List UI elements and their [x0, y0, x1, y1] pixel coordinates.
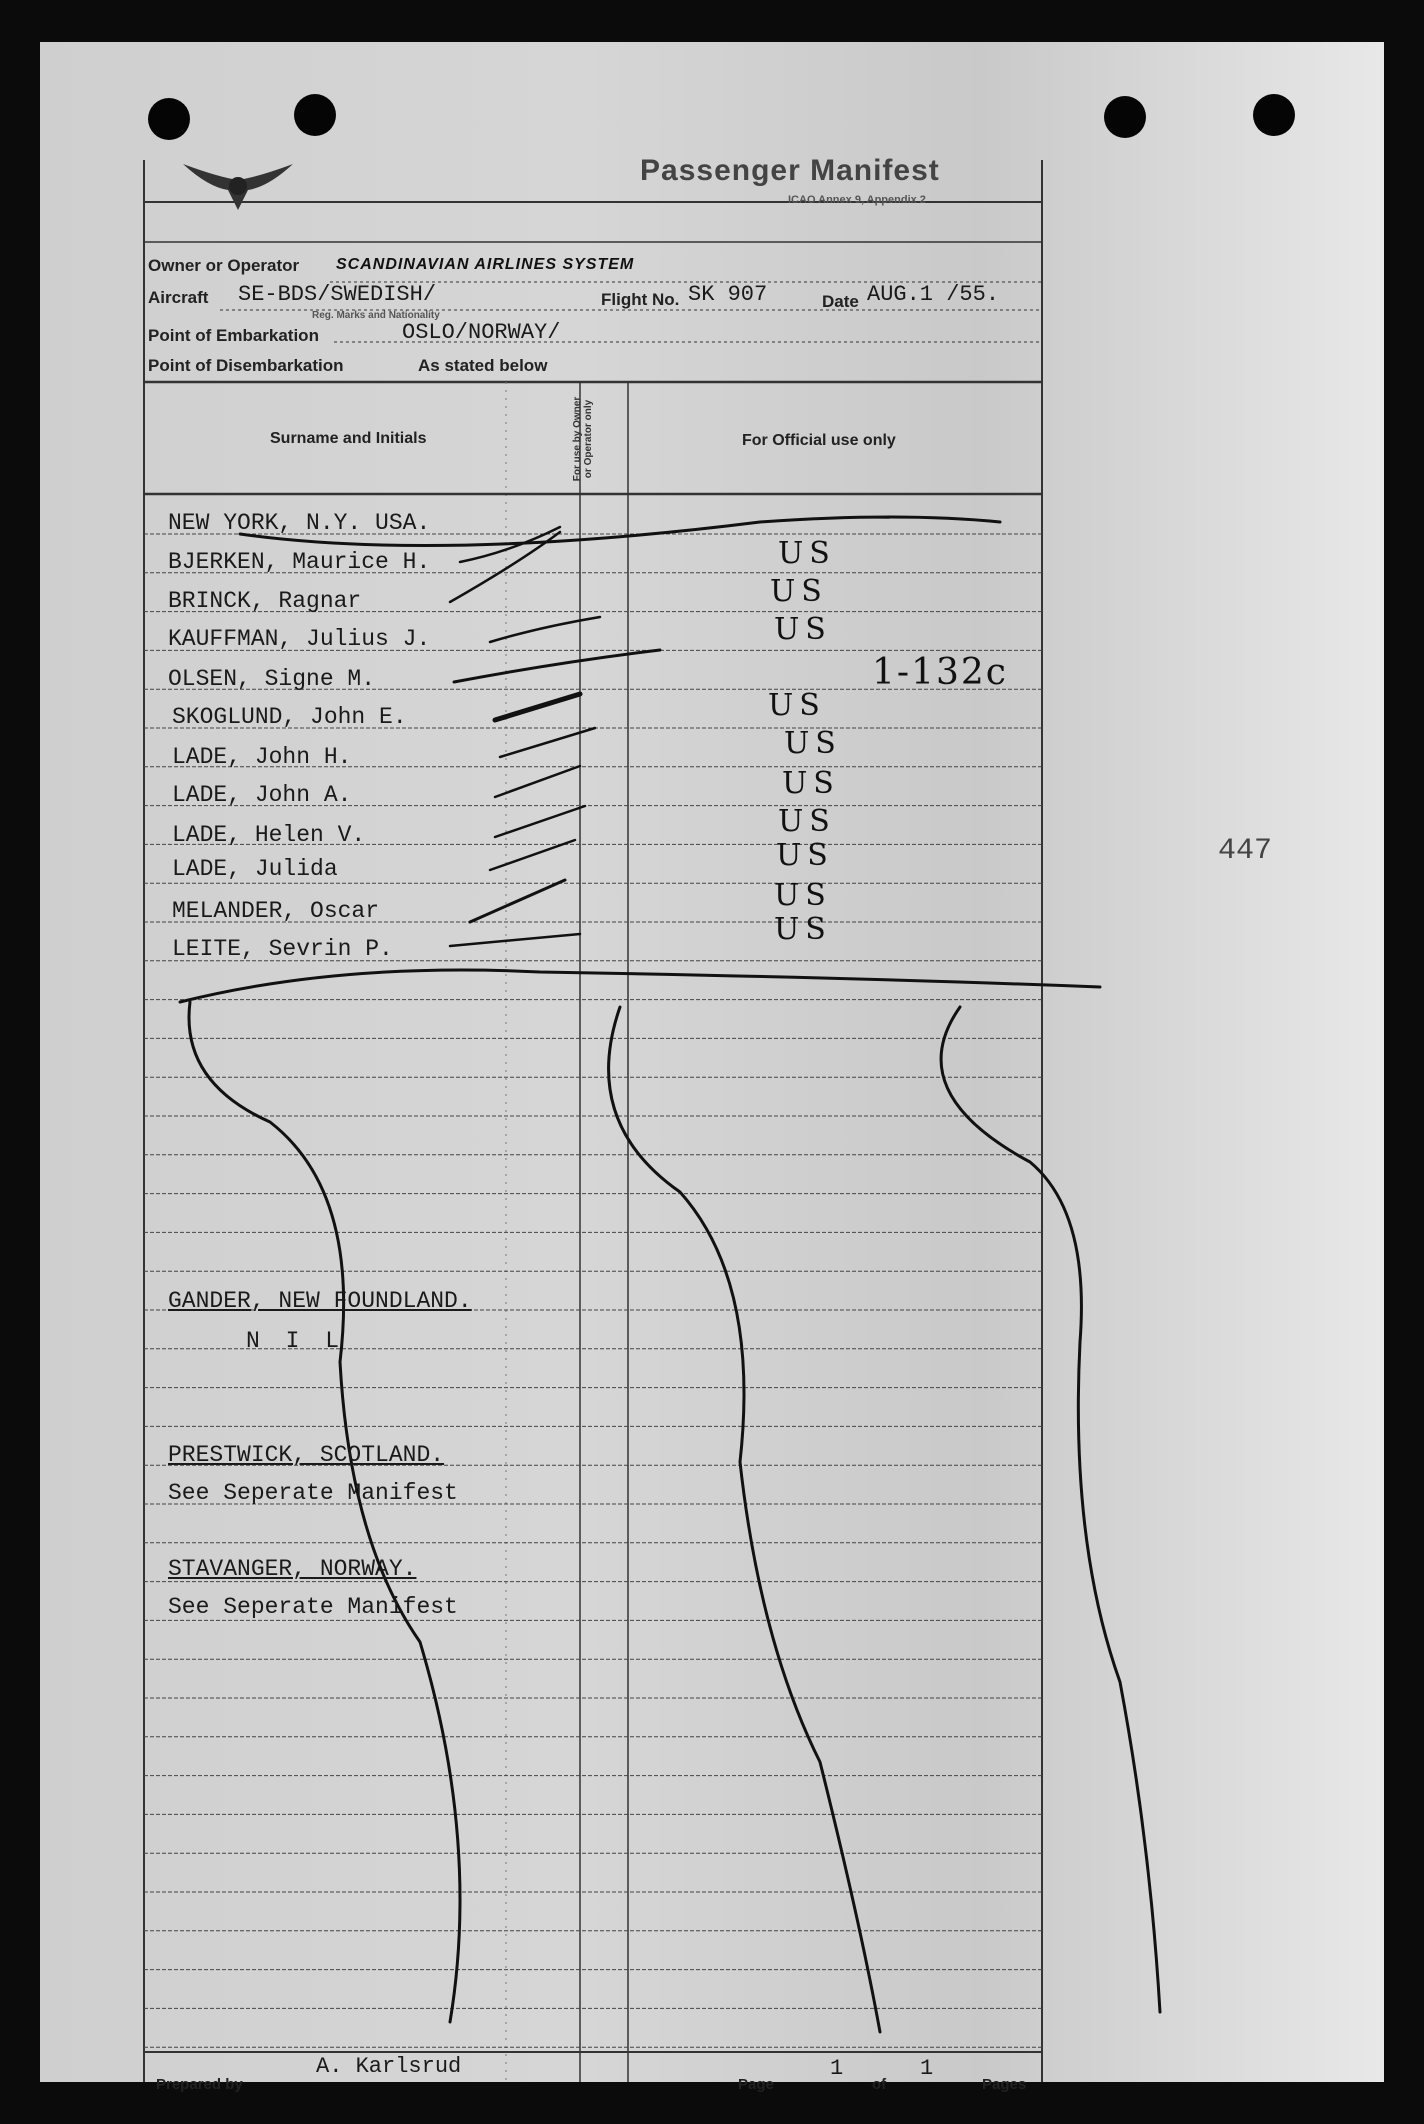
manifest-sheet — [40, 42, 1384, 2093]
row-name: SKOGLUND, John E. — [172, 704, 407, 730]
side-number: 447 — [1218, 834, 1273, 868]
disembark-value: As stated below — [418, 356, 548, 375]
row-name: KAUFFMAN, Julius J. — [168, 626, 431, 652]
closing-line — [180, 970, 1100, 1002]
official-mark: US — [774, 878, 832, 913]
lines-layer — [40, 42, 1384, 2082]
col-owner-header: For use by Owner or Operator only — [572, 396, 594, 482]
row-name: LADE, John H. — [172, 744, 352, 770]
squiggle-line — [609, 1007, 880, 2032]
row-name: LADE, John A. — [172, 782, 352, 808]
stop-title: GANDER, NEW FOUNDLAND. — [168, 1288, 472, 1314]
row-name: BJERKEN, Maurice H. — [168, 549, 431, 575]
page-label: Page — [738, 2076, 774, 2093]
disembark-label: Point of Disembarkation — [148, 356, 344, 375]
check-mark — [470, 880, 565, 922]
prepared-value: A. Karlsrud — [316, 2054, 462, 2079]
check-mark — [454, 650, 660, 682]
col-official-header: For Official use only — [742, 432, 896, 449]
official-mark: US — [782, 766, 840, 801]
aircraft-value: SE-BDS/SWEDISH/ — [238, 282, 437, 307]
check-mark — [490, 840, 575, 870]
squiggle-line — [941, 1007, 1160, 2012]
check-mark — [495, 806, 585, 837]
official-mark: US — [778, 804, 836, 839]
official-mark: US — [768, 688, 826, 723]
flight-value: SK 907 — [688, 282, 768, 307]
row-name: LADE, Helen V. — [172, 822, 366, 848]
stop-title: PRESTWICK, SCOTLAND. — [168, 1442, 445, 1468]
row-name: LEITE, Sevrin P. — [172, 936, 393, 962]
owner-value: SCANDINAVIAN AIRLINES SYSTEM — [336, 256, 635, 273]
aircraft-label: Aircraft — [148, 288, 209, 307]
aircraft-note: Reg. Marks and Nationality — [312, 310, 440, 321]
owner-label: Owner or Operator — [148, 256, 300, 275]
form-subtitle: ICAO Annex 9, Appendix 2 — [788, 194, 926, 206]
stop-detail: N I L — [246, 1328, 346, 1354]
row-name: LADE, Julida — [172, 856, 338, 882]
stop-detail: See Seperate Manifest — [168, 1480, 458, 1506]
official-mark: US — [778, 536, 836, 571]
of-label: of — [872, 2076, 887, 2093]
official-mark: US — [776, 838, 834, 873]
pages-value: 1 — [920, 2056, 934, 2081]
form-title: Passenger Manifest — [640, 154, 940, 187]
page-value: 1 — [830, 2056, 844, 2081]
check-mark — [495, 694, 580, 720]
check-mark — [490, 617, 600, 642]
official-mark: US — [770, 574, 828, 609]
flight-label: Flight No. — [601, 290, 680, 309]
check-mark — [495, 766, 580, 797]
row-name: NEW YORK, N.Y. USA. — [168, 510, 431, 536]
official-mark: US — [774, 612, 832, 647]
prepared-label: Prepared by — [156, 2076, 243, 2093]
stop-detail: See Seperate Manifest — [168, 1594, 458, 1620]
official-mark: US — [774, 912, 832, 947]
row-name: MELANDER, Oscar — [172, 898, 380, 924]
row-name: OLSEN, Signe M. — [168, 666, 376, 692]
date-value: AUG.1 /55. — [867, 282, 1000, 307]
embark-value: OSLO/NORWAY/ — [402, 320, 561, 345]
row-name: BRINCK, Ragnar — [168, 588, 362, 614]
stop-title: STAVANGER, NORWAY. — [168, 1556, 417, 1582]
winged-logo-icon — [183, 164, 293, 210]
handwritten-annotation: 1-132c — [872, 652, 1008, 693]
official-mark: US — [784, 726, 842, 761]
embark-label: Point of Embarkation — [148, 326, 319, 345]
check-mark — [450, 934, 580, 946]
pages-label: Pages — [982, 2076, 1027, 2093]
col-surname-header: Surname and Initials — [270, 430, 427, 447]
date-label: Date — [822, 292, 859, 311]
